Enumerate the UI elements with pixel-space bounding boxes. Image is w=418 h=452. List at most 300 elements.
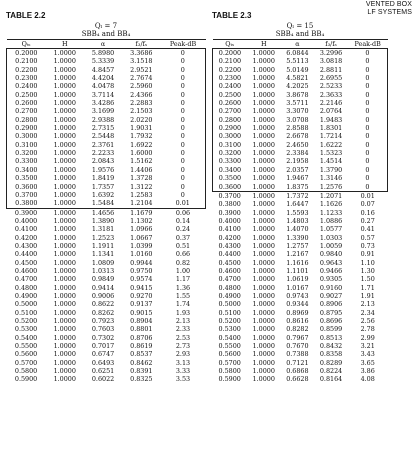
table-cell: 1.17 bbox=[175, 275, 191, 284]
table-cell: 0.2500 bbox=[213, 91, 247, 99]
table-cell: 0.4500 bbox=[218, 258, 241, 267]
table-cell: 0.4800 bbox=[218, 283, 241, 292]
table-cell: 0.5400 bbox=[218, 333, 241, 342]
table-row bbox=[213, 317, 388, 325]
table-cell: 1.9467 bbox=[286, 174, 309, 183]
table-cell: 1.1679 bbox=[130, 208, 153, 217]
table-cell: 0.4700 bbox=[218, 275, 241, 284]
table-cell: 3.3070 bbox=[286, 107, 309, 116]
table-cell: 2.8588 bbox=[286, 124, 309, 133]
table-cell: 0.8391 bbox=[130, 367, 153, 376]
table-row bbox=[7, 284, 206, 292]
table-cell: 1.10 bbox=[360, 258, 375, 267]
table-cell: 0.5800 bbox=[218, 367, 241, 376]
table-cell: 1.0000 bbox=[53, 308, 76, 317]
table-cell: 1.91 bbox=[360, 291, 375, 300]
alignment-label: SBB₄ and BB₄ bbox=[275, 30, 325, 38]
table-cell: 0.2000 bbox=[7, 49, 46, 58]
table-row bbox=[7, 259, 206, 267]
table-row bbox=[7, 141, 206, 149]
table-row bbox=[7, 292, 206, 300]
table-cell: 0.3900 bbox=[218, 208, 241, 217]
table-cell: 0.5100 bbox=[14, 308, 38, 317]
table-cell: 0.8325 bbox=[130, 375, 153, 384]
table-row bbox=[213, 242, 388, 250]
table-cell: 1.9483 bbox=[319, 115, 343, 124]
table-cell: 1.0000 bbox=[53, 375, 76, 384]
table-cell: 0.3400 bbox=[7, 166, 46, 174]
table-cell: 1.0667 bbox=[130, 233, 153, 242]
table-cell: 2.93 bbox=[175, 350, 191, 359]
table-cell: 1.0000 bbox=[53, 342, 76, 351]
table-cell: 0.2700 bbox=[213, 107, 247, 115]
table-cell: 0.8224 bbox=[319, 367, 343, 376]
table-cell: 0 bbox=[348, 91, 388, 99]
table-cell: 1.1911 bbox=[91, 241, 115, 250]
table-cell: 0.7017 bbox=[91, 342, 115, 351]
table-row bbox=[213, 259, 388, 267]
table-row bbox=[7, 342, 206, 350]
table-cell: 0 bbox=[160, 107, 205, 115]
table-cell: 0 bbox=[348, 57, 388, 65]
table-row bbox=[213, 200, 388, 208]
table-cell: 2.1503 bbox=[130, 107, 153, 116]
table-cell: 3.53 bbox=[175, 375, 191, 384]
table-cell: 0 bbox=[160, 82, 205, 90]
table-cell: 1.1233 bbox=[319, 208, 343, 217]
table-cell: 1.4070 bbox=[286, 225, 309, 234]
table-cell: 1.0000 bbox=[53, 115, 76, 124]
table-cell: 1.0000 bbox=[53, 275, 76, 284]
table-row bbox=[213, 141, 388, 149]
table-cell: 0.9137 bbox=[130, 300, 153, 309]
table-2-3 bbox=[212, 10, 388, 384]
table-row bbox=[7, 317, 206, 325]
table-cell: 1.0000 bbox=[46, 49, 84, 58]
table-cell: 1.0000 bbox=[53, 216, 76, 225]
table-row bbox=[7, 191, 206, 199]
table-cell: 1.0000 bbox=[53, 132, 76, 141]
table-cell: 0.9027 bbox=[319, 291, 343, 300]
table-cell: 3.86 bbox=[360, 367, 375, 376]
table-cell: 1.0000 bbox=[53, 65, 76, 74]
table-cell: 0.4700 bbox=[14, 275, 38, 284]
table-cell: 0 bbox=[160, 132, 205, 140]
table-cell: 0.3400 bbox=[213, 166, 247, 174]
table-cell: 1.0000 bbox=[53, 225, 76, 234]
table-cell: 0.4000 bbox=[14, 216, 38, 225]
table-cell: 3.7114 bbox=[91, 90, 115, 99]
table-cell: 3.1699 bbox=[91, 107, 115, 116]
table-row bbox=[213, 342, 388, 350]
table-row bbox=[213, 267, 388, 275]
table-cell: 0.2200 bbox=[213, 66, 247, 74]
table-cell: 1.9031 bbox=[130, 124, 153, 133]
table-cell: 0.7670 bbox=[286, 342, 309, 351]
table-cell: 2.13 bbox=[175, 317, 191, 325]
table-cell: 0.5800 bbox=[14, 367, 38, 376]
table-cell: 0.9414 bbox=[91, 283, 115, 292]
table-cell: 0.6022 bbox=[91, 375, 115, 384]
table-cell: 1.0000 bbox=[252, 65, 275, 74]
table-cell: 2.8811 bbox=[319, 65, 343, 74]
table-cell: 1.0000 bbox=[252, 250, 275, 259]
table-cell: 1.0000 bbox=[53, 208, 76, 217]
column-header: α bbox=[100, 40, 106, 48]
table-row bbox=[7, 174, 206, 182]
table-cell: 0.2400 bbox=[7, 82, 46, 90]
table-cell: 0 bbox=[348, 132, 388, 140]
table-cell: 0.5700 bbox=[14, 358, 38, 367]
table-cell: 0.2300 bbox=[7, 74, 46, 82]
table-cell: 1.0399 bbox=[130, 241, 153, 250]
table-cell: 1.36 bbox=[175, 283, 191, 292]
table-cell: 0.7388 bbox=[286, 350, 309, 359]
table-cell: 0.3900 bbox=[14, 208, 38, 217]
table-cell: 0.3000 bbox=[7, 132, 46, 140]
table-cell: 1.0000 bbox=[252, 115, 275, 124]
table-cell: 2.33 bbox=[175, 325, 191, 334]
table-cell: 0.4500 bbox=[14, 258, 38, 267]
table-row bbox=[213, 359, 388, 367]
table-row bbox=[7, 267, 206, 275]
table-cell: 0 bbox=[348, 66, 388, 74]
table-cell: 2.4650 bbox=[286, 140, 309, 149]
table-cell: 0.6251 bbox=[91, 367, 115, 376]
table-cell: 1.2104 bbox=[122, 199, 160, 208]
table-cell: 2.2233 bbox=[91, 149, 115, 158]
table-cell: 0.5200 bbox=[218, 317, 241, 325]
table-cell: 0.66 bbox=[175, 250, 191, 259]
table-cell: 1.0000 bbox=[53, 283, 76, 292]
table-cell: 0.2700 bbox=[7, 107, 46, 115]
table-cell: 0.8616 bbox=[286, 317, 309, 325]
table-cell: 0.9415 bbox=[130, 283, 153, 292]
table-cell: 1.0000 bbox=[252, 191, 275, 200]
table-cell: 0 bbox=[348, 107, 388, 115]
table-cell: 1.0167 bbox=[286, 283, 309, 292]
table-cell: 0.2800 bbox=[213, 116, 247, 124]
table-cell: 0.7967 bbox=[286, 333, 309, 342]
table-cell: 0.8904 bbox=[130, 317, 153, 325]
table-cell: 5.5113 bbox=[286, 57, 309, 66]
table-cell: 2.78 bbox=[360, 325, 375, 334]
table-cell: 0.8289 bbox=[319, 358, 343, 367]
alignment-label: SBB₄ and BB₄ bbox=[81, 30, 131, 38]
table-row bbox=[7, 275, 206, 283]
table-cell: 2.7674 bbox=[130, 74, 153, 83]
table-cell: 1.0000 bbox=[252, 90, 275, 99]
table-cell: 1.0000 bbox=[53, 165, 76, 174]
table-cell: 1.2167 bbox=[286, 250, 309, 259]
table-cell: 1.0000 bbox=[252, 258, 275, 267]
table-cell: 1.7214 bbox=[319, 132, 343, 141]
table-cell: 0.2200 bbox=[7, 66, 46, 74]
table-cell: 1.3181 bbox=[91, 225, 115, 234]
table-cell: 0.3000 bbox=[213, 132, 247, 140]
table-cell: 1.0000 bbox=[252, 291, 275, 300]
table-cell: 0.3300 bbox=[7, 157, 46, 165]
table-cell: 0.6747 bbox=[91, 350, 115, 359]
column-header: f₃/fₛ bbox=[325, 40, 337, 48]
table-cell: 0.2500 bbox=[7, 91, 46, 99]
table-cell: 1.5323 bbox=[319, 149, 343, 158]
table-cell: 1.0000 bbox=[46, 199, 84, 208]
table-cell: 0.7603 bbox=[91, 325, 115, 334]
table-row bbox=[213, 149, 388, 157]
table-cell: 0.5200 bbox=[14, 317, 38, 325]
table-row bbox=[213, 132, 388, 140]
table-cell: 1.8375 bbox=[281, 183, 315, 192]
table-cell: 1.2757 bbox=[286, 241, 309, 250]
table-cell: 1.30 bbox=[360, 266, 375, 275]
table-cell: 0 bbox=[160, 157, 205, 165]
table-cell: 1.7372 bbox=[286, 191, 309, 200]
table-cell: 0.8164 bbox=[319, 375, 343, 384]
table-cell: 2.2883 bbox=[130, 99, 153, 108]
ql-value: Qₗ = 7 bbox=[94, 22, 118, 30]
table-row bbox=[7, 57, 206, 65]
header-row bbox=[213, 40, 388, 49]
table-cell: 0.9743 bbox=[286, 291, 309, 300]
table-row bbox=[7, 183, 206, 191]
table-row bbox=[7, 309, 206, 317]
table-cell: 2.9521 bbox=[130, 65, 153, 74]
table-cell: 1.0000 bbox=[53, 90, 76, 99]
table-cell: 2.5960 bbox=[130, 82, 153, 91]
table-cell: 0.3800 bbox=[218, 200, 241, 209]
table-cell: 1.0000 bbox=[252, 350, 275, 359]
table-row bbox=[7, 82, 206, 90]
table-cell: 0.9160 bbox=[319, 283, 343, 292]
table-cell: 1.0000 bbox=[252, 283, 275, 292]
table-cell: 0.9643 bbox=[319, 258, 343, 267]
table-cell: 1.2523 bbox=[91, 233, 115, 242]
table-cell: 6.0844 bbox=[281, 49, 315, 58]
table-cell: 4.4204 bbox=[91, 74, 115, 83]
table-cell: 0.9305 bbox=[319, 275, 343, 284]
table-row bbox=[213, 217, 388, 225]
table-cell: 0.51 bbox=[175, 241, 191, 250]
table-cell: 0.3800 bbox=[7, 199, 46, 208]
table-cell: 0.8262 bbox=[91, 308, 115, 317]
table-cell: 0.8696 bbox=[319, 317, 343, 325]
table-cell: 0.4400 bbox=[14, 250, 38, 259]
table-cell: 1.0000 bbox=[252, 107, 275, 116]
table-cell: 1.0000 bbox=[53, 82, 76, 91]
table-cell: 1.0000 bbox=[53, 107, 76, 116]
table-row bbox=[213, 57, 388, 65]
table-cell: 2.3384 bbox=[286, 149, 309, 158]
table-cell: 1.0000 bbox=[53, 99, 76, 108]
table-cell: 0.8537 bbox=[130, 350, 153, 359]
table-cell: 5.3339 bbox=[91, 57, 115, 66]
table-cell: 1.0000 bbox=[53, 182, 76, 191]
table-row bbox=[7, 49, 206, 58]
table-cell: 1.4406 bbox=[130, 165, 153, 174]
table-cell: 1.0000 bbox=[247, 49, 281, 58]
table-cell: 3.0708 bbox=[286, 115, 309, 124]
table-cell: 0.7923 bbox=[91, 317, 115, 325]
table-cell: 0 bbox=[348, 49, 388, 58]
table-cell: 1.0000 bbox=[252, 333, 275, 342]
table-row bbox=[7, 375, 206, 383]
table-cell: 0.01 bbox=[360, 191, 375, 200]
table-cell: 0 bbox=[160, 57, 205, 65]
table-cell: 0.7302 bbox=[91, 333, 115, 342]
table-cell: 0.37 bbox=[175, 233, 191, 242]
table-cell: 0.4100 bbox=[14, 225, 38, 234]
table-cell: 0.8282 bbox=[286, 325, 309, 334]
table-cell: 0 bbox=[160, 66, 205, 74]
table-cell: 1.0000 bbox=[252, 149, 275, 158]
table-cell: 1.0000 bbox=[53, 333, 76, 342]
table-row bbox=[213, 367, 388, 375]
table-cell: 0.9015 bbox=[130, 308, 153, 317]
table-cell: 1.2583 bbox=[130, 190, 153, 199]
table-cell: 1.0000 bbox=[252, 233, 275, 242]
table-cell: 2.53 bbox=[175, 333, 191, 342]
table-cell: 1.0303 bbox=[319, 233, 343, 242]
table-cell: 1.93 bbox=[175, 308, 191, 317]
table-cell: 2.0764 bbox=[319, 107, 343, 116]
table-cell: 0.3500 bbox=[7, 174, 46, 182]
table-row bbox=[213, 183, 388, 192]
table-cell: 0.3700 bbox=[7, 191, 46, 199]
table-cell: 1.0000 bbox=[252, 165, 275, 174]
table-cell: 0.91 bbox=[360, 250, 375, 259]
table-cell: 1.6222 bbox=[319, 140, 343, 149]
table-cell: 0 bbox=[348, 149, 388, 157]
table-cell: 3.8678 bbox=[286, 90, 309, 99]
table-cell: 0.3600 bbox=[213, 183, 247, 192]
table-row bbox=[7, 66, 206, 74]
table-row bbox=[7, 242, 206, 250]
table-cell: 1.0000 bbox=[252, 216, 275, 225]
running-header-line-1: VENTED BOX bbox=[365, 1, 412, 8]
table-cell: 1.0000 bbox=[252, 174, 275, 183]
table-cell: 0.3700 bbox=[218, 191, 241, 200]
table-row bbox=[213, 250, 388, 258]
table-cell: 0.3500 bbox=[213, 174, 247, 182]
table-cell: 1.0000 bbox=[252, 342, 275, 351]
table-cell: 1.0000 bbox=[252, 325, 275, 334]
table-cell: 1.1626 bbox=[319, 200, 343, 209]
table-cell: 1.0000 bbox=[53, 190, 76, 199]
table-cell: 3.5711 bbox=[286, 99, 309, 108]
table-2-2 bbox=[6, 10, 206, 384]
table-body bbox=[7, 49, 206, 384]
table-row bbox=[7, 157, 206, 165]
table-cell: 0.9750 bbox=[130, 266, 153, 275]
table-cell: 1.0000 bbox=[53, 300, 76, 309]
table-row bbox=[213, 174, 388, 182]
table-cell: 0.8432 bbox=[319, 342, 343, 351]
table-cell: 0.5600 bbox=[14, 350, 38, 359]
table-row bbox=[213, 225, 388, 233]
table-cell: 0 bbox=[160, 149, 205, 157]
table-cell: 2.4366 bbox=[130, 90, 153, 99]
table-cell: 1.0000 bbox=[53, 317, 76, 325]
table-cell: 0.6493 bbox=[91, 358, 115, 367]
table-cell: 2.5448 bbox=[91, 132, 115, 141]
table-cell: 0.5900 bbox=[14, 375, 38, 384]
table-title: TABLE 2.2 bbox=[6, 11, 46, 20]
table-cell: 1.2576 bbox=[314, 183, 348, 192]
table-cell: 3.4286 bbox=[91, 99, 115, 108]
table-row bbox=[213, 209, 388, 217]
table-cell: 4.2025 bbox=[286, 82, 309, 91]
table-cell: 1.0000 bbox=[252, 275, 275, 284]
table-cell: 1.7357 bbox=[91, 182, 115, 191]
table-cell: 1.1616 bbox=[286, 258, 309, 267]
table-cell: 0.3600 bbox=[7, 183, 46, 191]
table-cell: 1.3122 bbox=[130, 182, 153, 191]
table-row bbox=[213, 350, 388, 358]
table-cell: 0 bbox=[348, 157, 388, 165]
table-cell: 0.5400 bbox=[14, 333, 38, 342]
table-cell: 1.0809 bbox=[91, 258, 115, 267]
table-cell: 1.00 bbox=[175, 266, 191, 275]
table-cell: 1.0313 bbox=[91, 266, 115, 275]
table-cell: 0.4000 bbox=[218, 216, 241, 225]
column-header: Qₜₛ bbox=[225, 40, 235, 48]
table-cell: 2.99 bbox=[360, 333, 375, 342]
table-row bbox=[213, 292, 388, 300]
table-cell: 0 bbox=[348, 124, 388, 132]
table-cell: 3.1518 bbox=[130, 57, 153, 66]
table-cell: 0.5900 bbox=[218, 375, 241, 384]
table-cell: 0.01 bbox=[160, 199, 205, 208]
table-cell: 1.5593 bbox=[286, 208, 309, 217]
table-row bbox=[213, 82, 388, 90]
table-row bbox=[7, 300, 206, 308]
table-cell: 1.1101 bbox=[286, 266, 309, 275]
table-cell: 0.9944 bbox=[130, 258, 153, 267]
table-cell: 1.0000 bbox=[252, 308, 275, 317]
table-cell: 1.0000 bbox=[53, 258, 76, 267]
table-cell: 1.0000 bbox=[252, 300, 275, 309]
table-cell: 0.8513 bbox=[319, 333, 343, 342]
table-cell: 1.55 bbox=[175, 291, 191, 300]
column-header: f₃/fₛ bbox=[135, 40, 148, 48]
table-row bbox=[7, 208, 206, 217]
table-cell: 0.2800 bbox=[7, 116, 46, 124]
table-cell: 1.0000 bbox=[53, 124, 76, 133]
table-cell: 0 bbox=[160, 99, 205, 107]
table-cell: 0 bbox=[160, 91, 205, 99]
table-cell: 0.2600 bbox=[7, 99, 46, 107]
running-header-line-2: LF SYSTEMS bbox=[367, 8, 412, 16]
table-cell: 0.8462 bbox=[130, 358, 153, 367]
table-cell: 0 bbox=[348, 116, 388, 124]
table-cell: 1.6447 bbox=[286, 200, 309, 209]
table-cell: 3.3686 bbox=[122, 49, 160, 58]
table-cell: 0.3100 bbox=[213, 141, 247, 149]
table-row bbox=[7, 325, 206, 333]
table-cell: 1.0000 bbox=[53, 250, 76, 259]
table-row bbox=[7, 225, 206, 233]
table-cell: 0.4900 bbox=[218, 291, 241, 300]
table-cell: 1.0000 bbox=[53, 241, 76, 250]
table-cell: 3.65 bbox=[360, 358, 375, 367]
table-cell: 1.1341 bbox=[91, 250, 115, 259]
table-cell: 1.0886 bbox=[319, 216, 343, 225]
table-cell: 1.8419 bbox=[91, 174, 115, 183]
table-cell: 0.3200 bbox=[7, 149, 46, 157]
table-cell: 1.0000 bbox=[53, 291, 76, 300]
table-cell: 0.5000 bbox=[14, 300, 38, 309]
